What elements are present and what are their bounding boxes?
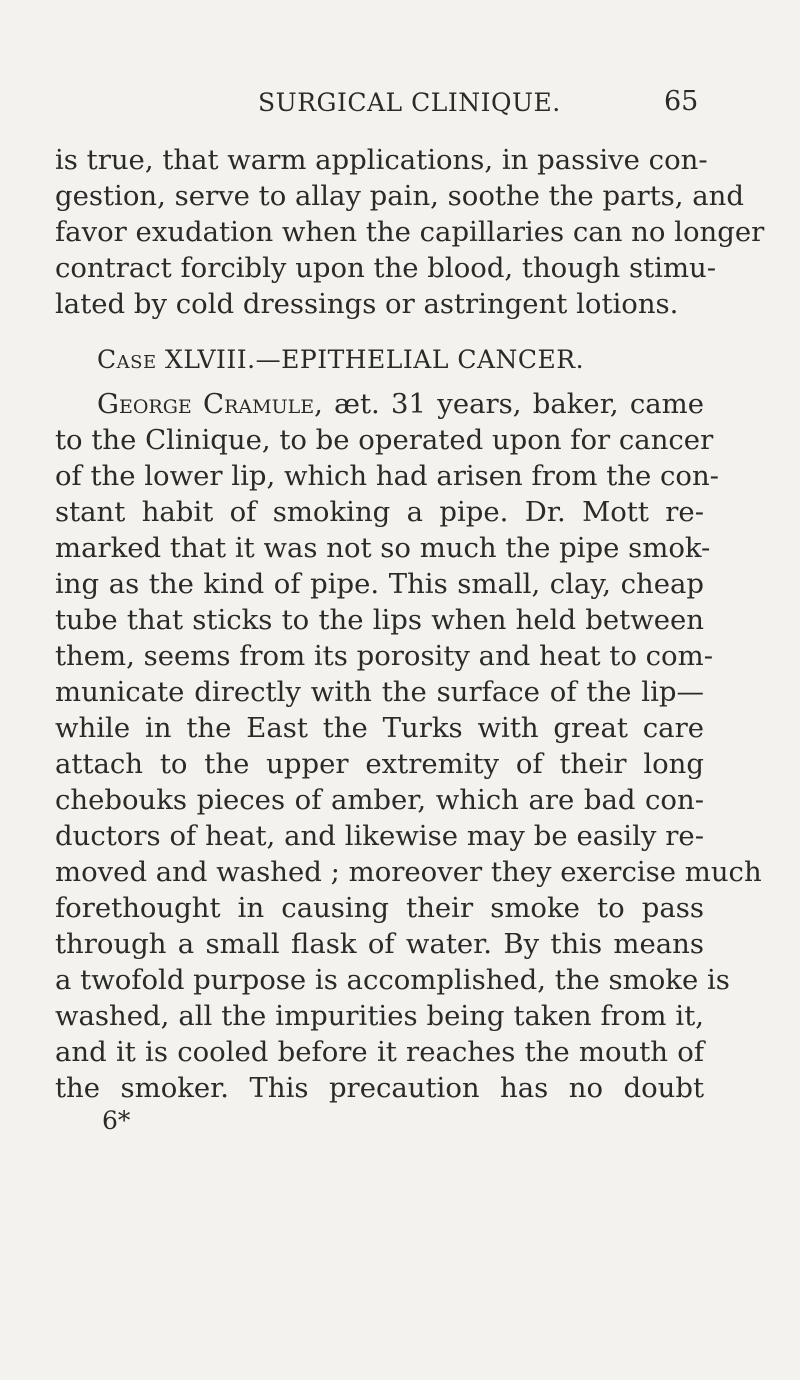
text-line: forethought in causing their smoke to pass (55, 892, 704, 924)
text-line-rest: æt. 31 years, baker, came (322, 388, 704, 420)
text-line: marked that it was not so much the pipe smok- (55, 532, 711, 564)
case-label: Case (97, 345, 157, 374)
text-line: to the Clinique, to be operated upon for cancer (55, 424, 714, 456)
text-line: and it is cooled before it reaches the mouth of (55, 1036, 704, 1068)
text-line: is true, that warm applications, in passive con- (55, 144, 708, 176)
text-line: a twofold purpose is accomplished, the smoke is (55, 964, 730, 996)
text-line: tube that sticks to the lips when held between (55, 604, 704, 636)
text-line: stant habit of smoking a pipe. Dr. Mott re- (55, 496, 704, 528)
text-line: them, seems from its porosity and heat to com- (55, 640, 713, 672)
page-number: 65 (664, 86, 699, 117)
text-line: lated by cold dressings or astringent lotions. (55, 288, 679, 320)
text-line: of the lower lip, which had arisen from the con- (55, 460, 719, 492)
text-line: ductors of heat, and likewise may be easily re- (55, 820, 704, 852)
running-title: SURGICAL CLINIQUE. (258, 88, 561, 117)
text-line: washed, all the impurities being taken from it, (55, 1000, 704, 1032)
text-line: gestion, serve to allay pain, soothe the parts, and (55, 180, 744, 212)
text-line: chebouks pieces of amber, which are bad con- (55, 784, 704, 816)
case-heading (97, 345, 584, 374)
text-line: while in the East the Turks with great care (55, 712, 704, 744)
text-line: attach to the upper extremity of their long (55, 748, 704, 780)
patient-name: George Cramule, (97, 388, 323, 420)
signature-mark: 6* (102, 1106, 131, 1135)
text-line: favor exudation when the capillaries can no longer (55, 216, 765, 248)
text-line: contract forcibly upon the blood, though stimu- (55, 252, 717, 284)
text-line (97, 386, 704, 422)
text-line: municate directly with the surface of the lip— (55, 676, 704, 708)
text-line: through a small flask of water. By this means (55, 928, 704, 960)
text-line: the smoker. This precaution has no doubt (55, 1072, 704, 1104)
case-title: XLVIII.—EPITHELIAL CANCER. (156, 345, 585, 374)
text-line: moved and washed ; moreover they exercise much (55, 856, 762, 888)
text-line: ing as the kind of pipe. This small, clay, cheap (55, 568, 704, 600)
